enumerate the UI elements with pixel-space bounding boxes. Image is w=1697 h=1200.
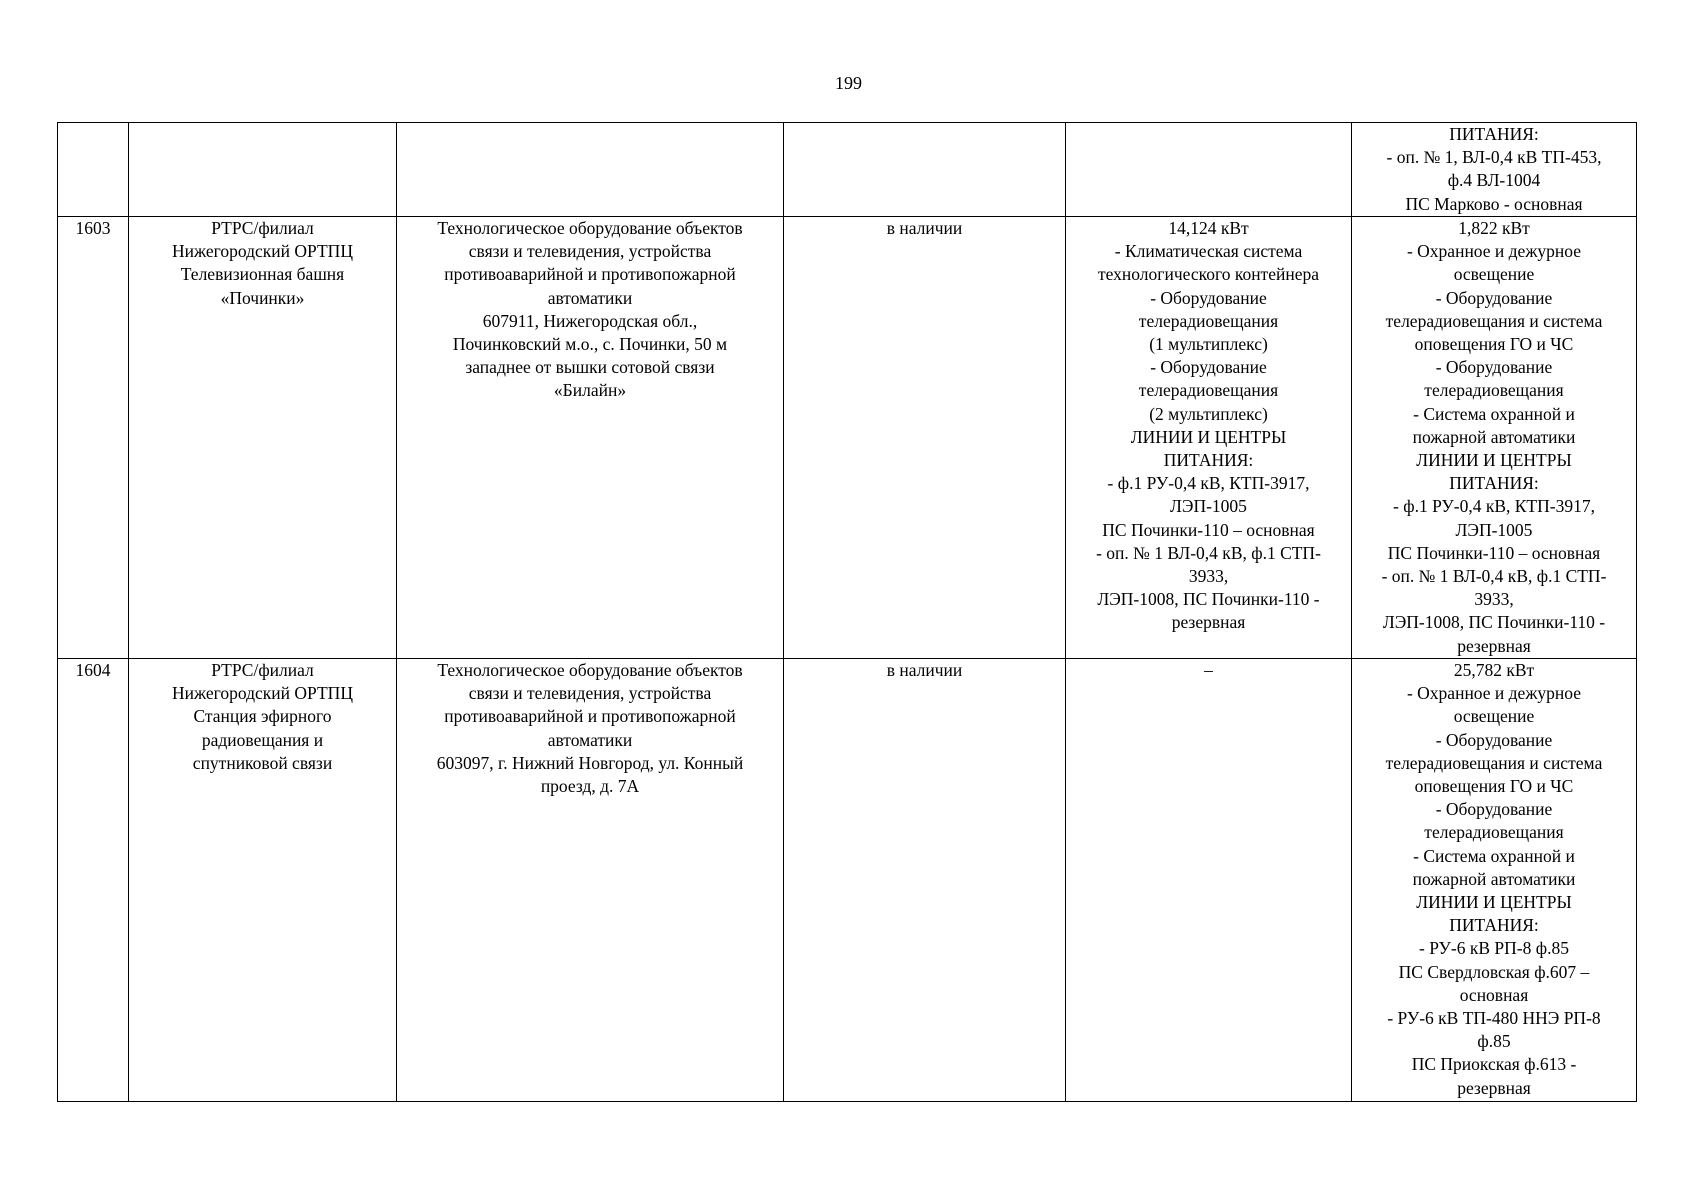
cell-consumption-2: 1,822 кВт - Охранное и дежурное освещение - Оборудование телерадиовещания и системa оповещения ГО и ЧС - Оборудование телерадиовещания - Система охранной и пожарной автоматики ЛИНИИ И ЦЕНТРЫ ПИТАНИЯ: - ф.1 РУ-0,4 кВ, КТП-3917, ЛЭП-1005 ПС Починки-110 – основная - оп. № 1 ВЛ-0,4 кВ, ф.1 СТП- 3933, ЛЭП-1008, ПС Починки-110 - резервная [1352,217,1637,659]
cell-number: 1603 [58,217,129,659]
cell-owner: РТРС/филиал Нижегородский ОРТПЦ Телевизионная башня «Починки» [129,217,397,659]
cell-equipment: Технологическое оборудование объектов связи и телевидения, устройства противоаварийной и противопожарной автоматики 603097, г. Нижний Новгород, ул. Конный проезд, д. 7А [397,659,784,1102]
cell-owner: РТРС/филиал Нижегородский ОРТПЦ Станция эфирного радиовещания и спутниковой связи [129,659,397,1102]
cell-equipment [397,123,784,217]
cell-availability: в наличии [784,217,1066,659]
cell-owner [129,123,397,217]
table-row [58,217,1637,659]
data-table [57,122,1637,1102]
cell-consumption-1: – [1066,659,1352,1102]
table-row [58,659,1637,1102]
cell-number: 1604 [58,659,129,1102]
cell-availability: в наличии [784,659,1066,1102]
cell-equipment: Технологическое оборудование объектов связи и телевидения, устройства противоаварийной и противопожарной автоматики 607911, Нижегородская обл., Починковский м.о., с. Починки, 50 м западнее от вышки сотовой связи «Билайн» [397,217,784,659]
page-number: 199 [835,73,862,93]
cell-consumption-2: ПИТАНИЯ: - оп. № 1, ВЛ-0,4 кВ ТП-453, ф.4 ВЛ-1004 ПС Марково - основная [1352,123,1637,217]
cell-consumption-2: 25,782 кВт - Охранное и дежурное освещение - Оборудование телерадиовещания и системa оповещения ГО и ЧС - Оборудование телерадиовещания - Система охранной и пожарной автоматики ЛИНИИ И ЦЕНТРЫ ПИТАНИЯ: - РУ-6 кВ РП-8 ф.85 ПС Свердловская ф.607 – основная - РУ-6 кВ ТП-480 ННЭ РП-8 ф.85 ПС Приокская ф.613 - резервная [1352,659,1637,1102]
cell-consumption-1: 14,124 кВт - Климатическая система технологического контейнера - Оборудование телерадиовещания (1 мультиплекс) - Оборудование телерадиовещания (2 мультиплекс) ЛИНИИ И ЦЕНТРЫ ПИТАНИЯ: - ф.1 РУ-0,4 кВ, КТП-3917, ЛЭП-1005 ПС Починки-110 – основная - оп. № 1 ВЛ-0,4 кВ, ф.1 СТП- 3933, ЛЭП-1008, ПС Починки-110 - резервная [1066,217,1352,659]
cell-availability [784,123,1066,217]
table-row-continuation [58,123,1637,217]
cell-consumption-1 [1066,123,1352,217]
cell-number [58,123,129,217]
